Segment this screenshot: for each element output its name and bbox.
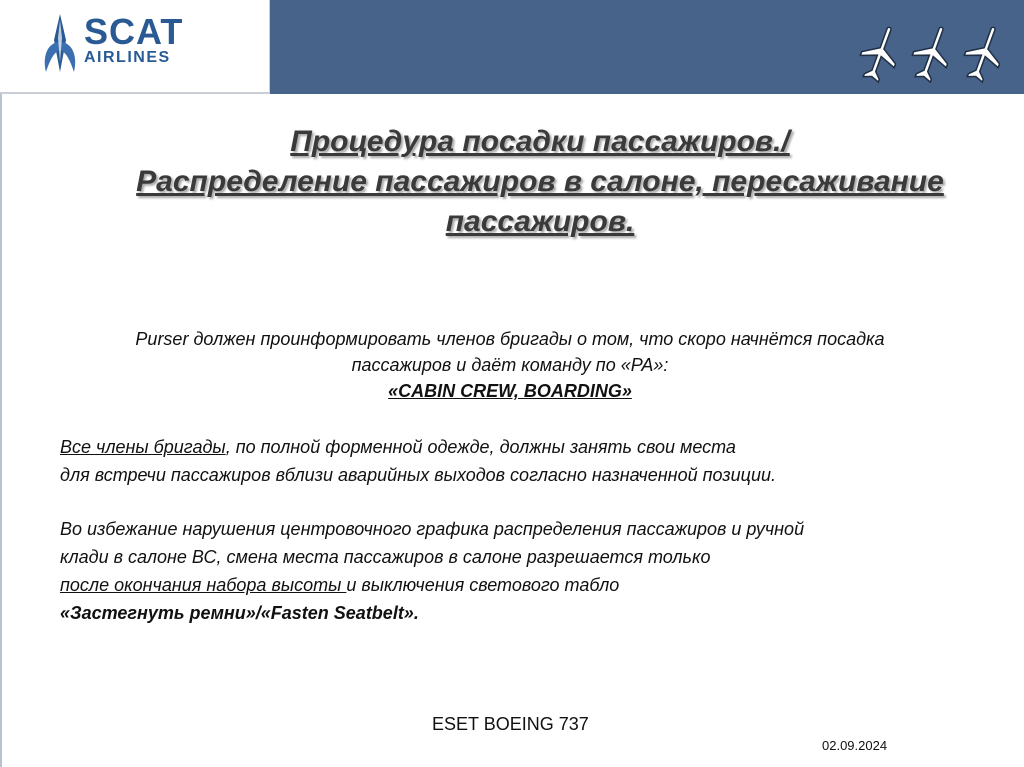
paragraph-crew — [60, 433, 1020, 489]
intro-line: Purser должен проинформировать членов бригады о том, что скоро начнётся посадка — [135, 329, 885, 349]
boarding-command: «CABIN CREW, BOARDING» — [388, 381, 632, 401]
paragraph-line: для встречи пассажиров вблизи аварийных выходов согласно назначенной позиции. — [60, 465, 776, 485]
text: , по полной форменной одежде, должны занять свои места — [225, 437, 736, 457]
footer-text: ESET BOEING 737 — [432, 714, 589, 734]
intro-line: пассажиров и даёт команду по «PA»: — [351, 355, 669, 375]
title-line: пассажиров. — [445, 205, 635, 238]
paragraph-line — [60, 571, 1020, 599]
left-border — [0, 94, 2, 767]
paragraph-line: Во избежание нарушения центровочного графика распределения пассажиров и ручной — [60, 519, 805, 539]
airplane-icon — [910, 24, 954, 84]
paragraph-line — [60, 433, 1020, 461]
slide-title — [60, 122, 1020, 242]
title-line: Распределение пассажиров в салоне, пересаживание — [136, 165, 944, 198]
paragraph-line: клади в салоне ВС, смена места пассажиров в салоне разрешается только — [60, 547, 711, 567]
airplane-icon — [962, 24, 1006, 84]
logo-emblem-icon — [40, 12, 80, 78]
intro-paragraph — [20, 326, 1000, 404]
seatbelt-sign: «Застегнуть ремни»/«Fasten Seatbelt». — [60, 603, 419, 623]
title-line: Процедура посадки пассажиров./ — [290, 125, 790, 158]
airplane-icon — [858, 24, 902, 84]
footer-date: 02.09.2024 — [822, 738, 888, 753]
paragraph-seating — [60, 515, 1020, 627]
crew-highlight: Все члены бригады — [60, 437, 226, 457]
airplane-icons — [858, 24, 1008, 84]
climb-highlight: после окончания набора высоты — [60, 575, 347, 595]
logo-text: SCAT — [84, 11, 184, 52]
logo — [0, 0, 270, 94]
logo-subtext: AIRLINES — [84, 49, 171, 66]
text: и выключения светового табло — [346, 575, 620, 595]
